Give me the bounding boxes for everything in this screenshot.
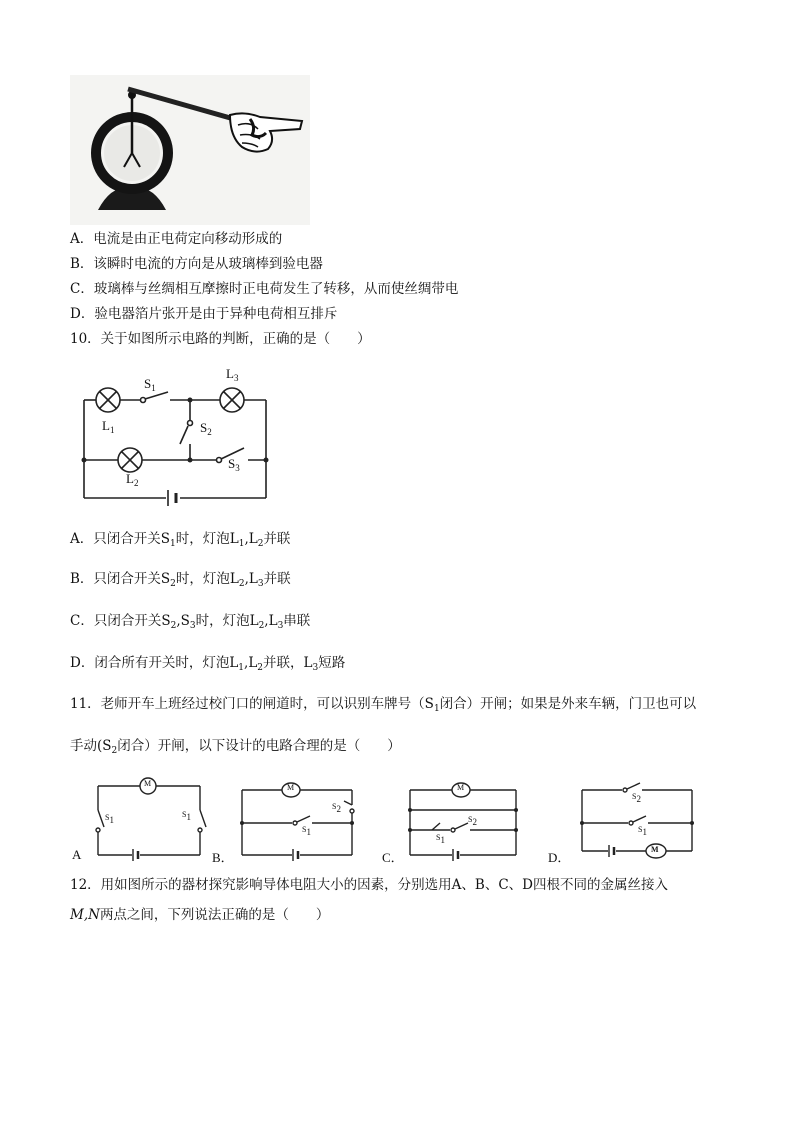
option-d-letter: D．: [548, 850, 571, 865]
q11-circuit-c: [380, 775, 530, 865]
q10-option-a: A．只闭合开关$S_1$时，灯泡$L_1,L_2$并联: [70, 531, 291, 549]
s2-label: $S_2$: [632, 792, 641, 804]
q9-option-a: A．电流是由正电荷定向移动形成的: [70, 231, 283, 247]
s2-label: $S_2$: [200, 420, 212, 437]
s2-label: $S_2$: [332, 802, 341, 814]
q11-circuit-b: [210, 775, 370, 865]
q11-stem-line2: 手动($S_2$闭合）开闸，以下设计的电路合理的是（ ）: [70, 738, 401, 756]
s1-label: $S_1$: [182, 810, 191, 822]
q10-option-d: D．闭合所有开关时，灯泡$L_1,L_2$并联，$L_3$短路: [70, 655, 346, 673]
q10-stem: 10．关于如图所示电路的判断，正确的是（ ）: [70, 331, 371, 347]
q9-option-c: C．玻璃棒与丝绸相互摩擦时正电荷发生了转移，从而使丝绸带电: [70, 281, 459, 297]
motor-label: M: [651, 845, 659, 854]
s1-label: $S_1$: [105, 813, 114, 825]
s1-label: $S_1$: [436, 833, 445, 845]
q10-option-b: B．只闭合开关$S_2$时，灯泡$L_2,L_3$并联: [70, 571, 291, 589]
option-c-letter: C．: [382, 850, 404, 865]
q9-option-d: D．验电器箔片张开是由于异种电荷相互排斥: [70, 306, 338, 322]
q12-stem-line1: 12．用如图所示的器材探究影响导体电阻大小的因素，分别选用A、B、C、D四根不同的金属丝接入: [70, 877, 668, 893]
s1-label: $S_1$: [144, 376, 156, 393]
q9-option-b: B．该瞬时电流的方向是从玻璃棒到验电器: [70, 256, 323, 272]
l3-label: $L_3$: [226, 366, 239, 383]
s1-label: $S_1$: [638, 825, 647, 837]
option-b-letter: B．: [212, 850, 234, 865]
q10-circuit-diagram: [70, 360, 280, 510]
electroscope-photo: [70, 75, 310, 225]
q10-option-c: C．只闭合开关$S_2,S_3$时，灯泡$L_2,L_3$串联: [70, 613, 311, 631]
option-a-letter: A: [72, 847, 82, 862]
s1-label: $S_1$: [302, 825, 311, 837]
q11-stem-line1: 11．老师开车上班经过校门口的闸道时，可以识别车牌号（$S_1$闭合）开闸；如果是外来车辆，门卫也可以: [70, 696, 697, 714]
motor-label: M: [144, 779, 152, 788]
q11-circuit-d: [546, 775, 706, 865]
l2-label: $L_2$: [126, 471, 139, 488]
q12-stem-line2: M,N两点之间，下列说法正确的是（ ）: [70, 907, 330, 923]
motor-label: M: [457, 783, 465, 792]
l1-label: $L_1$: [102, 418, 115, 435]
s3-label: $S_3$: [228, 456, 240, 473]
q11-circuit-a: [70, 775, 210, 865]
motor-label: M: [287, 783, 295, 792]
s2-label: $S_2$: [468, 815, 477, 827]
